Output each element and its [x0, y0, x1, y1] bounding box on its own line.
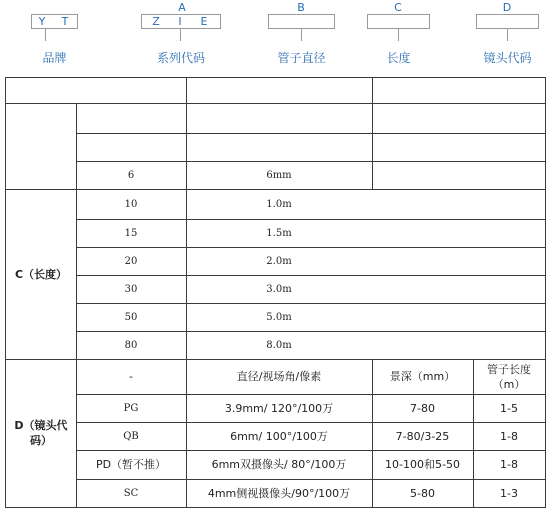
lens-depth-cell: 7-80: [410, 401, 435, 415]
brand-letter-y: Y: [38, 15, 46, 28]
brand-letter-t: T: [61, 15, 69, 28]
spec-table: [5, 77, 546, 508]
series-letter-e: E: [200, 15, 208, 28]
lens-spec-cell: 3.9mm/ 120°/100万: [224, 401, 334, 415]
lens-code-cell: PG: [123, 402, 139, 414]
diameter-letter-b: B: [297, 1, 305, 14]
lens-caret: [507, 29, 508, 41]
lens-depth-cell: 5-80: [410, 486, 435, 500]
d-lens-section-label: [6, 359, 76, 507]
lens-header-depth: 景深（mm）: [389, 370, 456, 383]
tube-header-line2: （m）: [492, 377, 526, 391]
length-value-cell: 2.0m: [266, 255, 292, 267]
lens-spec-cell: 6mm/ 100°/100万: [230, 429, 328, 443]
brand-letters: [31, 15, 78, 27]
diameter-caret: [301, 29, 302, 41]
series-letters: [141, 15, 221, 27]
col-divider: [372, 78, 373, 189]
length-label: 长度: [386, 51, 411, 65]
lens-code-cell: PD（暂不推）: [95, 458, 167, 471]
lens-header-tube-length: [473, 359, 545, 394]
length-code-cell: 20: [124, 255, 138, 267]
lens-tube-cell: 1-8: [500, 458, 518, 471]
lens-label: 镜头代码: [483, 51, 532, 65]
length-value-cell: 5.0m: [266, 311, 292, 323]
series-label: 系列代码: [156, 51, 205, 65]
lens-top-letter: [476, 1, 539, 13]
series-code-group: [141, 0, 221, 75]
length-code-cell: 50: [124, 311, 138, 323]
c-length-section-label: C（长度）: [14, 267, 68, 281]
length-code-cell: 10: [124, 198, 138, 210]
lens-code-box: [476, 14, 539, 29]
lens-code-group: [476, 0, 539, 75]
row-divider: [6, 103, 545, 104]
lens-tube-cell: 1-8: [500, 429, 518, 443]
diameter-code-group: [268, 0, 335, 75]
row-divider: [76, 133, 545, 134]
code-cell-6: 6: [127, 169, 135, 181]
length-value-cell: 3.0m: [266, 283, 292, 295]
length-caret: [398, 29, 399, 41]
series-top-letter: [141, 1, 221, 13]
diameter-label: 管子直径: [277, 51, 326, 65]
lens-letter-d: D: [502, 1, 512, 14]
series-letter-z: Z: [152, 15, 160, 28]
code-header: [0, 0, 550, 75]
brand-code-group: [31, 0, 78, 75]
lens-spec-cell: 6mm双摄像头/ 80°/100万: [211, 458, 347, 471]
lens-tube-cell: 1-5: [500, 401, 518, 415]
series-letter-i: I: [178, 15, 182, 28]
series-caret: [180, 29, 181, 41]
brand-caret: [45, 29, 46, 41]
length-value-cell: 1.0m: [266, 198, 292, 210]
d-label-line2: 码）: [30, 434, 52, 447]
lens-tube-cell: 1-3: [500, 486, 518, 500]
lens-code-cell: QB: [123, 430, 139, 442]
lens-header-spec: 直径/视场角/像素: [236, 370, 322, 383]
lens-code-cell: SC: [123, 487, 139, 499]
length-code-cell: 80: [124, 339, 138, 351]
lens-depth-cell: 10-100和5-50: [385, 458, 460, 471]
length-code-box: [367, 14, 430, 29]
diameter-code-box: [268, 14, 335, 29]
length-value-cell: 8.0m: [266, 339, 292, 351]
length-code-cell: 30: [124, 283, 138, 295]
length-value-cell: 1.5m: [266, 227, 292, 239]
series-letter-a: A: [178, 1, 186, 14]
lens-header-code: -: [129, 370, 133, 383]
tube-header-line1: 管子长度: [487, 362, 531, 376]
length-code-cell: 15: [124, 227, 138, 239]
length-top-letter: [367, 1, 430, 13]
diameter-top-letter: [268, 1, 335, 13]
lens-depth-cell: 7-80/3-25: [395, 429, 450, 443]
diameter-cell-6mm: 6mm: [266, 169, 292, 181]
length-code-group: [367, 0, 430, 75]
lens-spec-cell: 4mm侧视摄像头/90°/100万: [207, 486, 351, 500]
length-letter-c: C: [394, 1, 402, 14]
d-label-line1: D（镜头代: [14, 419, 68, 432]
brand-label: 品牌: [42, 51, 67, 65]
